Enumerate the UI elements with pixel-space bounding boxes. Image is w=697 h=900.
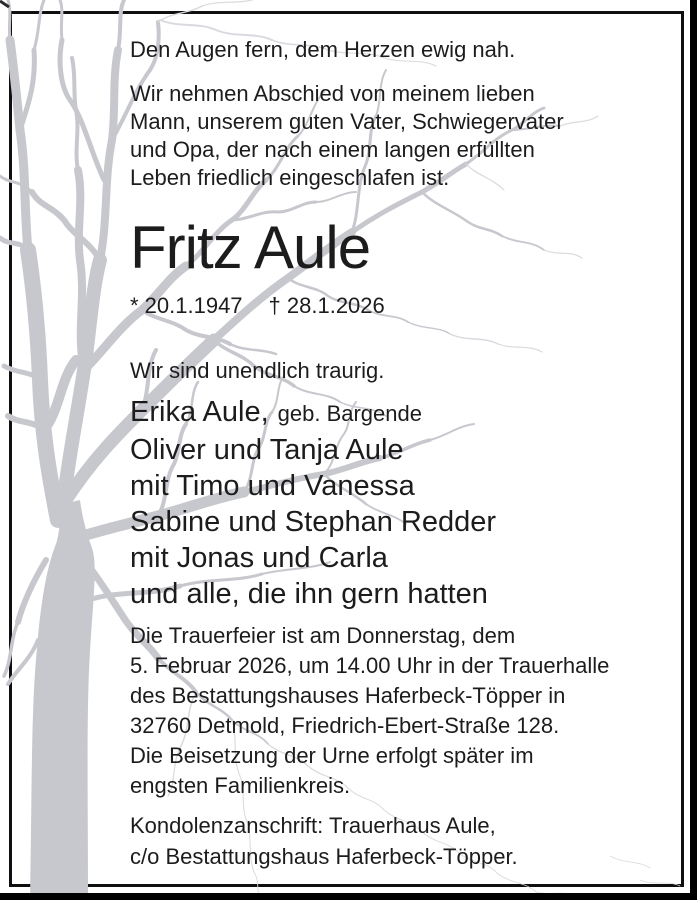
life-dates	[130, 291, 385, 321]
page-corner-mark	[0, 0, 10, 8]
column-rule-right	[690, 0, 697, 900]
intro-line: Mann, unserem guten Vater, Schwiegervater	[130, 109, 564, 134]
mourner-line: und alle, die ihn gern hatten	[130, 578, 488, 610]
funeral-line: engsten Familienkreis.	[130, 773, 351, 798]
mourner-line	[130, 394, 496, 432]
funeral-line: Die Trauerfeier ist am Donnerstag, dem	[130, 623, 516, 648]
condolence-line: Kondolenzanschrift: Trauerhaus Aule,	[130, 813, 496, 838]
mourner-line: mit Jonas und Carla	[130, 542, 388, 574]
column-rule-bottom	[0, 893, 697, 900]
funeral-line: 5. Februar 2026, um 14.00 Uhr in der Trauerhalle	[130, 653, 610, 678]
funeral-line: 32760 Detmold, Friedrich-Ebert-Straße 128.	[130, 713, 560, 738]
mourner-line: mit Timo und Vanessa	[130, 470, 415, 502]
intro-paragraph	[130, 80, 564, 192]
epigraph: Den Augen fern, dem Herzen ewig nah.	[130, 37, 516, 62]
mourners-list	[130, 394, 496, 612]
grief-line: Wir sind unendlich traurig.	[130, 358, 385, 383]
mourner-line: Sabine und Stephan Redder	[130, 506, 497, 538]
mourner-line: Oliver und Tanja Aule	[130, 434, 404, 466]
intro-line: Leben friedlich eingeschlafen ist.	[130, 165, 450, 190]
intro-line: und Opa, der nach einem langen erfüllten	[130, 137, 535, 162]
death-date: † 28.1.2026	[268, 293, 385, 318]
deceased-name: Fritz Aule	[130, 214, 371, 281]
condolence-line: c/o Bestattungshaus Haferbeck-Töpper.	[130, 844, 518, 869]
chief-mourner-maiden-name: geb. Bargende	[277, 401, 422, 426]
birth-date: * 20.1.1947	[130, 293, 243, 318]
chief-mourner-name: Erika Aule,	[130, 396, 269, 428]
intro-line: Wir nehmen Abschied von meinem lieben	[130, 81, 535, 106]
funeral-details-paragraph	[130, 621, 609, 801]
funeral-line: Die Beisetzung der Urne erfolgt später im	[130, 743, 534, 768]
funeral-line: des Bestattungshauses Haferbeck-Töpper in	[130, 683, 566, 708]
condolence-address	[130, 810, 518, 872]
